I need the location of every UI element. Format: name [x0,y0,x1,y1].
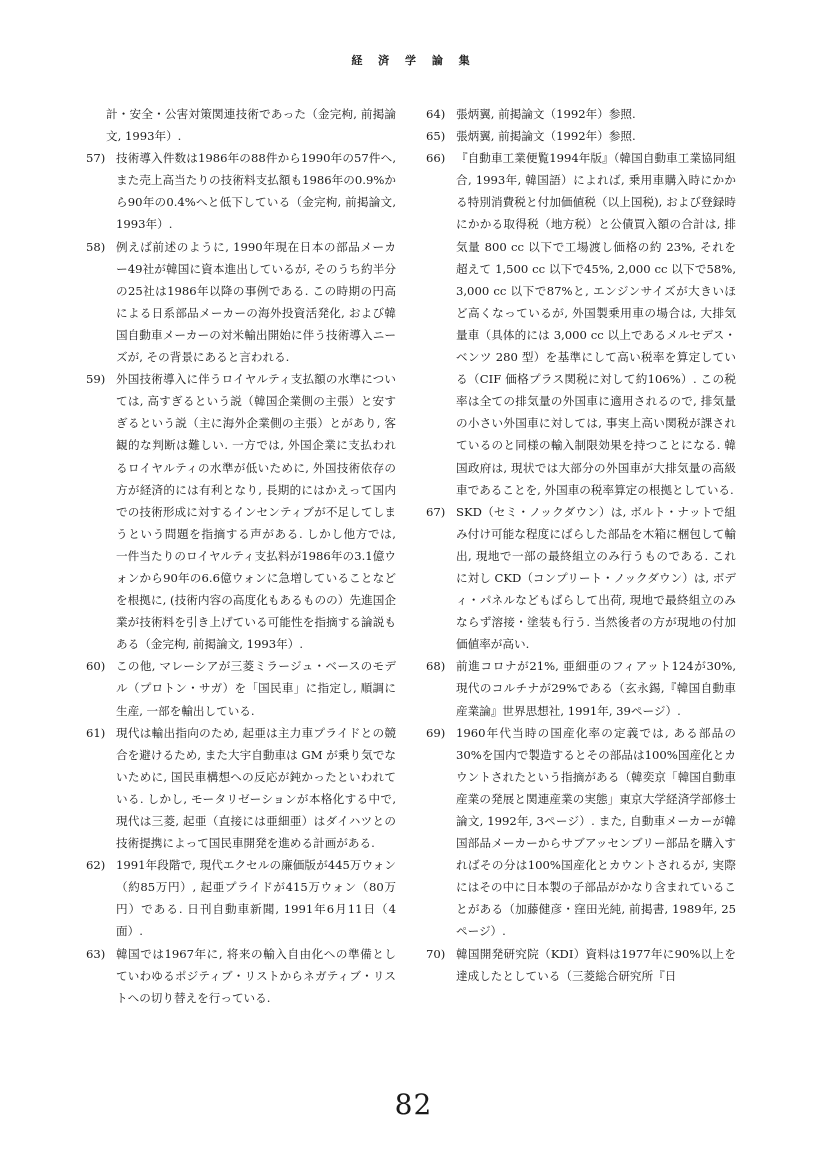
footnote-text: 韓国開発研究院（KDI）資料は1977年に90%以上を達成したとしている（三菱総合研究所『日 [456,946,736,983]
footnote-text: 前進コロナが21%, 亜細亜のフィアット124が30%, 現代のコルチナが29%である（玄永錫,『韓国自動車産業論』世界思想社, 1991年, 39ページ）. [456,659,736,718]
right-column [426,103,736,987]
footnote-number: 59) [86,372,106,387]
footnote-text: 張炳翼, 前掲論文（1992年）参照. [456,129,636,144]
footnote-59 [86,368,396,655]
footnote-text: 1991年段階で, 現代エクセルの廉価版が445万ウォン（約85万円）, 起亜プライドが415万ウォン（80万円）である. 日刊自動車新聞, 1991年6月11日（4面）. [116,858,396,939]
footnote-number: 63) [86,946,106,961]
left-column [86,103,396,1009]
footnote-number: 64) [426,107,446,121]
footnote-number: 69) [426,725,446,740]
footnote-number: 66) [426,151,446,166]
footnote-text: 外国技術導入に伴うロイヤルティ支払額の水準については, 高すぎるという説（韓国企業側の主張）と安すぎるという説（主に海外企業側の主張）とがあり, 客観的な判断は難しい. 一方では, 外国企業に支払われるロイヤルティの水準が低いために, 外国技術依存の方が経済的には有利となり, 長期的にはかえって国内での技術形成に対するインセンティブが不足してしまうという問題を指摘する声がある. しかし他方では, 一件当たりのロイヤルティ支払料が1986年の3.1億ウォンから90年の6.6億ウォンに急増していることなどを根拠に, (技術内容の高度化もあるものの）先進国企業が技術料を引き上げている可能性を指摘する論説もある（金完枸, 前掲論文, 1993年）. [116,372,396,652]
footnote-text: 現代は輸出指向のため, 起亜は主力車プライドとの競合を避けるため, また大宇自動車は GM が乗り気でないために, 国民車構想への反応が鈍かったといわれている. しかし, モータリゼーションが本格化する中で, 現代は三菱, 起亜（直接には亜細亜）はダイハツとの技術提携によって国民車開発を進める計画がある. [116,725,396,851]
footnote-69 [426,722,736,943]
footnote-text: 1960年代当時の国産化率の定義では, ある部品の30%を国内で製造するとその部品は100%国産化とカウントされたという指摘がある（韓奕京「韓国自動車産業の発展と関連産業の実態」東京大学経済学部修士論文, 1992年, 3ページ）. また, 自動車メーカーが韓国部品メーカーからサブアッセンブリー部品を購入すればその分は100%国産化とカウントされるが, 実際にはその中に日本製の子部品がかなり含まれていることがある（加藤健彦・窪田光純, 前掲書, 1989年, 25ページ）. [456,725,736,939]
footnote-66 [426,147,736,501]
footnote-number: 60) [86,659,106,674]
footnote-text: 『自動車工業便覧1994年版』（韓国自動車工業協同組合, 1993年, 韓国語）によれば, 乗用車購入時にかかる特別消費税と付加価値税（以上国税), および登録時にかかる取得税（地方税）と公債買入額の合計は, 排気量 800 cc 以下で工場渡し価格の約 23%, それを超えて 1,500 cc 以下で45%, 2,000 cc 以下で58%, 3,000 cc 以下で87%と, エンジンサイズが大きいほど高くなっているが, 外国製乗用車の場合は, 大排気量車（具体的には 3,000 cc 以上であるメルセデス・ベンツ 280 型）を基準にして高い税率を算定している（CIF 価格プラス関税に対して約106%）. この税率は全ての排気量の外国車に適用されるので, 排気量の小さい外国車に対しては, 事実上高い関税が課されているのと同様の輸入制限効果を持つことになる. 韓国政府は, 現状では大部分の外国車が大排気量の高級車であることを, 外国車の税率算定の根拠としている. [456,151,736,497]
footnote-62 [86,854,396,942]
page-number: 82 [394,1088,433,1121]
footnote-text: 韓国では1967年に, 将来の輸入自由化への準備としていわゆるポジティブ・リストからネガティブ・リストへの切り替えを行っている. [116,946,396,1005]
footnote-61 [86,722,396,855]
footnote-number: 68) [426,659,446,674]
footnote-number: 67) [426,504,446,519]
footnote-number: 62) [86,858,106,873]
footnote-text: 例えば前述のように, 1990年現在日本の部品メーカー49社が韓国に資本進出しているが, そのうち約半分の25社は1986年以降の事例である. この時期の円高による日系部品メーカーの海外投資活発化, および韓国自動車メーカーの対米輸出開始に伴う技術導入ニーズが, その背景にあると言われる. [116,239,396,365]
footnote-number: 70) [426,946,446,961]
footnote-number: 58) [86,239,106,254]
footnote-60 [86,655,396,721]
footnote-number: 65) [426,129,446,144]
footnote-text: 計・安全・公害対策関連技術であった（金完枸, 前掲論文, 1993年）. [106,107,396,144]
footnote-text: 技術導入件数は1986年の88件から1990年の57件へ, また売上高当たりの技術料支払額も1986年の0.9%から90年の0.4%へと低下している（金完枸, 前掲論文, 1993年）. [116,151,396,232]
footnote-text: この他, マレーシアが三菱ミラージュ・ベースのモデル（プロトン・サガ）を「国民車」に指定し, 順調に生産, 一部を輸出している. [116,659,396,718]
footnote-text: 張炳翼, 前掲論文（1992年）参照. [456,107,636,121]
footnote-57 [86,147,396,235]
journal-header: 経 済 学 論 集 [351,54,476,67]
footnote-65 [426,125,736,147]
footnote-64 [426,103,736,125]
footnote-63 [86,943,396,1009]
footnote-70 [426,943,736,987]
footnote-number: 57) [86,151,106,166]
footnote-continued [86,103,396,147]
footnote-67 [426,501,736,656]
footnote-68 [426,655,736,721]
footnote-text: SKD（セミ・ノックダウン）は, ボルト・ナットで組み付け可能な程度にばらした部品を木箱に梱包して輸出, 現地で一部の最終組立のみ行うものである. これに対し CKD（コンプリート・ノックダウン）は, ボディ・パネルなどもばらして出荷, 現地で最終組立のみならず溶接・塗装も行う. 当然後者の方が現地の付加価値率が高い. [456,504,736,652]
footnote-58 [86,236,396,369]
footnote-number: 61) [86,725,106,740]
